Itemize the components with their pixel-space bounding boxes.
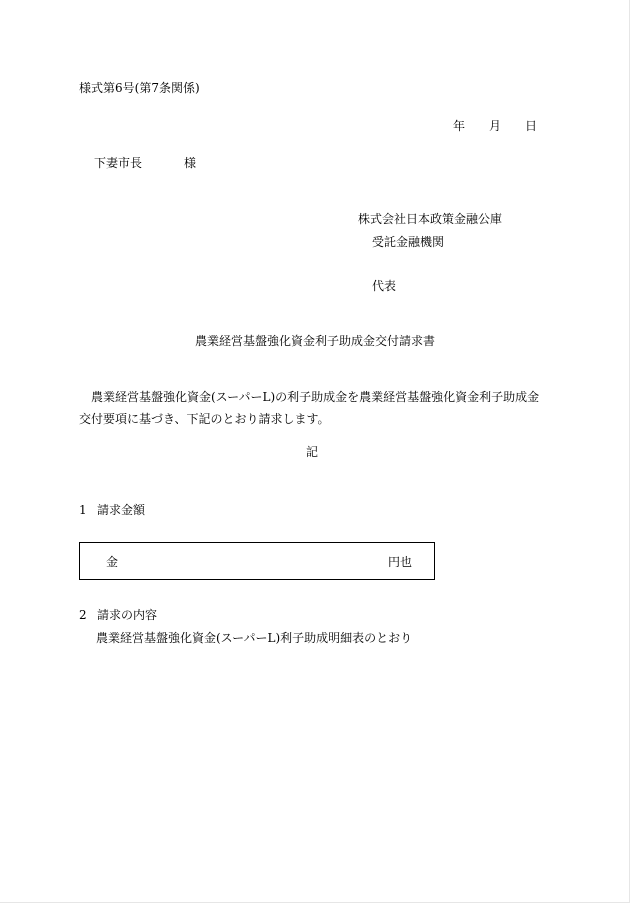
amount-box: [79, 542, 435, 580]
amount-prefix: 金: [106, 555, 119, 569]
section1-title: 請求金額: [97, 503, 146, 517]
amount-suffix: 円也: [388, 555, 413, 569]
ki-marker: 記: [305, 445, 318, 459]
sender-representative: 代表: [372, 279, 397, 293]
date-year-label: 年: [453, 119, 466, 133]
section2-detail: 農業経営基盤強化資金(スーパーL)利子助成明細表のとおり: [96, 631, 413, 645]
document-title: 農業経営基盤強化資金利子助成金交付請求書: [194, 334, 435, 348]
addressee: [94, 155, 196, 171]
section1-number: 1: [79, 503, 87, 517]
date-month-label: 月: [489, 119, 502, 133]
section2-heading: [79, 607, 157, 623]
section2-title: 請求の内容: [97, 608, 158, 622]
addressee-honorific: 様: [184, 156, 197, 170]
sender-company: 株式会社日本政策金融公庫: [358, 212, 503, 226]
form-number: 様式第6号(第7条関係): [79, 81, 200, 95]
addressee-name: 下妻市長: [94, 156, 143, 170]
section2-number: 2: [79, 608, 87, 622]
date-day-label: 日: [525, 119, 538, 133]
sender-role: 受託金融機関: [372, 235, 445, 249]
body-paragraph: 農業経営基盤強化資金(スーパーL)の利子助成金を農業経営基盤強化資金利子助成金交付要項に基づき、下記のとおり請求します。: [79, 390, 540, 426]
section1-heading: [79, 502, 145, 518]
date-line: [453, 118, 537, 134]
